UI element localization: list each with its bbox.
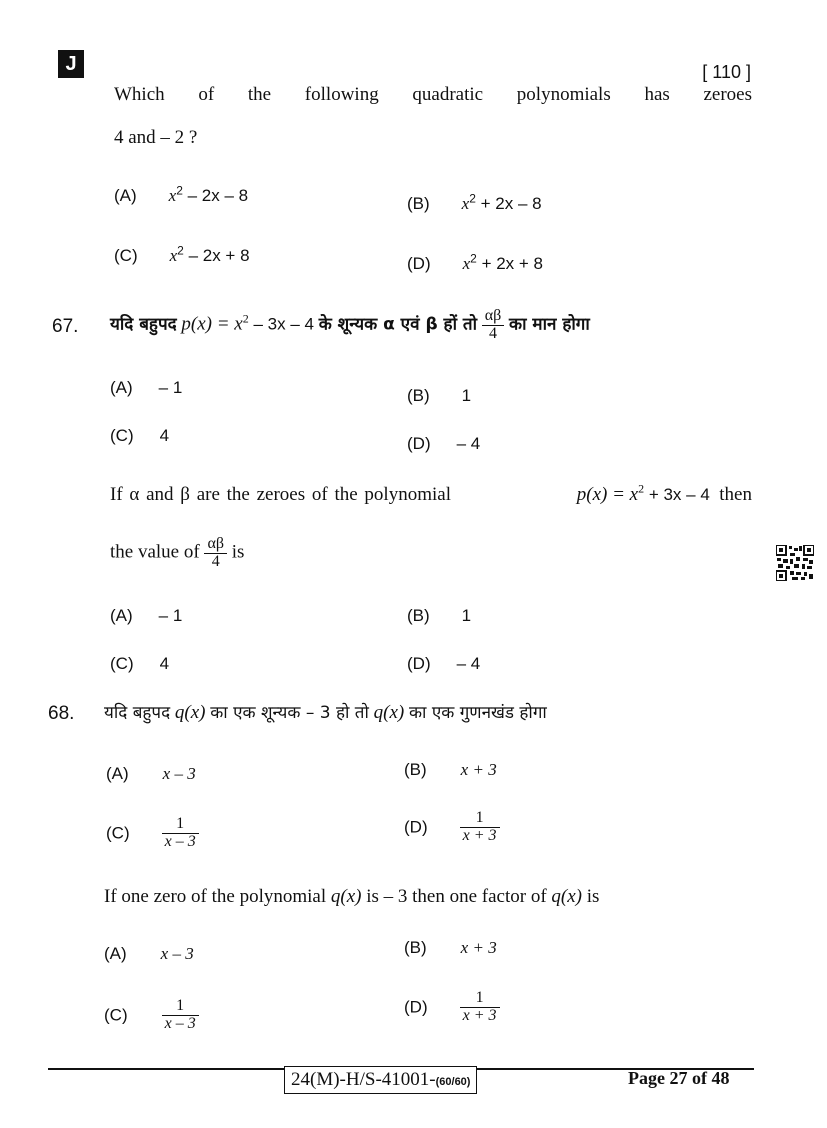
q66-option-b[interactable]: (B) $x^2 + 2x - 8$: [407, 191, 542, 213]
q67-english-line2: the value of $\frac{\alpha\beta}{4}$ is: [110, 535, 245, 570]
q68-en-option-b[interactable]: (B) x + 3: [404, 938, 497, 957]
q68-number: 68.: [48, 703, 75, 724]
q68-en-option-c[interactable]: (C) $\frac{1}{x - 3}$: [104, 998, 199, 1033]
q67-hi-option-a[interactable]: (A) – 1: [110, 378, 183, 397]
q67-en-option-d[interactable]: (D) – 4: [407, 654, 481, 673]
q68-en-option-d[interactable]: (D) $\frac{1}{x + 3}$: [404, 990, 500, 1025]
q66-text-line1: Which of the following quadratic polynomials has zeroes: [114, 84, 752, 105]
q66-option-a[interactable]: (A) $x^2 - 2x - 8$: [114, 183, 249, 205]
q68-hi-option-d[interactable]: (D) $\frac{1}{x + 3}$: [404, 810, 500, 845]
q68-en-option-a[interactable]: (A) x – 3: [104, 944, 194, 963]
q67-hi-option-b[interactable]: (B) 1: [407, 386, 472, 405]
paper-code: 24(M)-H/S-41001-(60/60): [284, 1066, 477, 1094]
q67-hi-option-c[interactable]: (C) 4: [110, 426, 170, 445]
alpha-beta-over-4: $\frac{\alpha\beta}{4}$: [482, 308, 505, 343]
q67-en-option-c[interactable]: (C) 4: [110, 654, 170, 673]
q66-option-c[interactable]: (C) $x^2 - 2x + 8$: [114, 243, 250, 265]
q67-english-line1: If α and β are the zeroes of the polynomial $p(x) = x^2 + 3x - 4$ then: [110, 481, 752, 505]
q67-number: 67.: [52, 316, 79, 337]
q67-en-option-a[interactable]: (A) – 1: [110, 606, 183, 625]
q68-hi-option-c[interactable]: (C) $\frac{1}{x - 3}$: [106, 816, 199, 851]
q67-hi-option-d[interactable]: (D) – 4: [407, 434, 481, 453]
q68-english-question: If one zero of the polynomial q(x) is – 3 then one factor of q(x) is: [104, 886, 600, 907]
qr-code-icon: [776, 545, 814, 581]
q66-text-line2: 4 and – 2 ?: [114, 127, 198, 148]
page-number: Page 27 of 48: [628, 1068, 730, 1088]
question-code: [ 110 ]: [702, 62, 751, 82]
set-badge: J: [58, 50, 84, 78]
alpha-beta-over-4: $\frac{\alpha\beta}{4}$: [204, 536, 227, 571]
q68-hi-option-b[interactable]: (B) x + 3: [404, 760, 497, 779]
q67-en-option-b[interactable]: (B) 1: [407, 606, 472, 625]
q67-hindi-question: यदि बहुपद $p(x) = x^2 - 3x - 4$ के शून्यक α एवं β हों तो $\frac{\alpha\beta}{4}$ का मान होगा: [110, 307, 590, 342]
q68-hindi-question: यदि बहुपद q(x) का एक शून्यक – 3 हो तो q(x) का एक गुणनखंड होगा: [104, 702, 547, 723]
q66-option-d[interactable]: (D) $x^2 + 2x + 8$: [407, 251, 544, 273]
q68-hi-option-a[interactable]: (A) x – 3: [106, 764, 196, 783]
